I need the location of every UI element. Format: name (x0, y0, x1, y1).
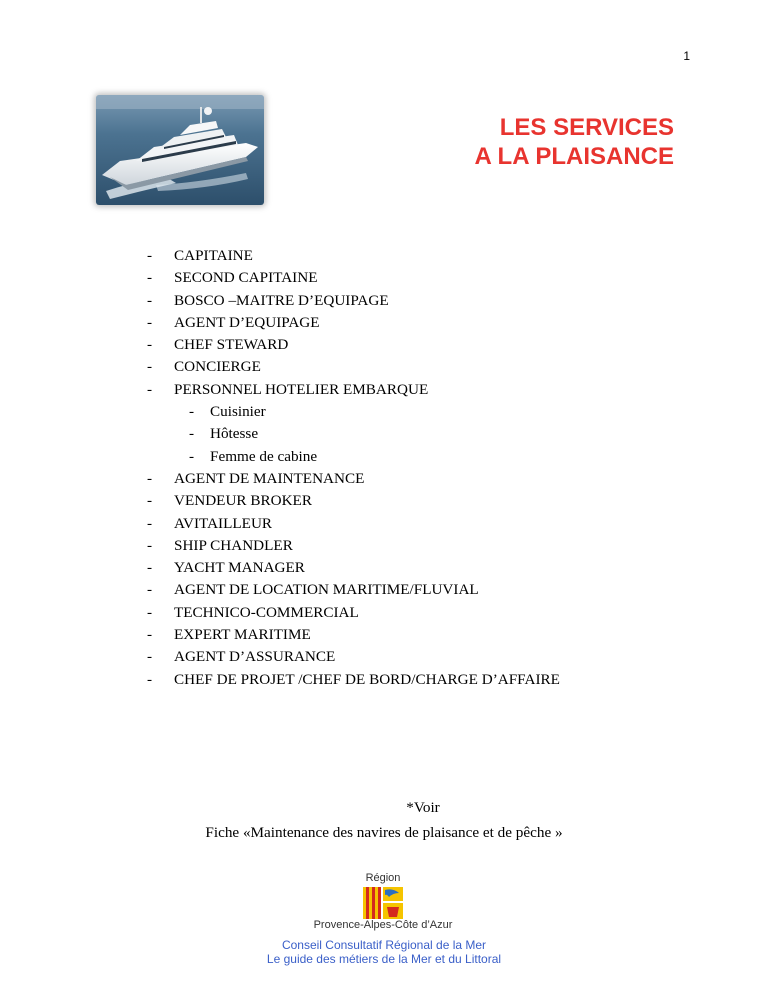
list-item: - SHIP CHANDLER (147, 535, 560, 557)
list-item: - CHEF STEWARD (147, 334, 560, 356)
reference-note (0, 795, 768, 845)
list-item: - EXPERT MARITIME (147, 624, 560, 646)
logo-bottom-text: Provence-Alpes-Côte d’Azur (313, 919, 453, 931)
list-item: - CONCIERGE (147, 356, 560, 378)
coat-of-arms-icon (363, 887, 403, 919)
list-item: - AGENT D’EQUIPAGE (147, 312, 560, 334)
list-item: - AGENT DE LOCATION MARITIME/FLUVIAL (147, 579, 560, 601)
list-item: - AGENT DE MAINTENANCE (147, 468, 560, 490)
logo-top-text: Région (365, 872, 401, 884)
title-line-1: LES SERVICES (499, 114, 674, 141)
list-item: - YACHT MANAGER (147, 557, 560, 579)
list-item: - AVITAILLEUR (147, 513, 560, 535)
sub-list-item: - Cuisinier (147, 401, 560, 423)
services-list (147, 245, 560, 691)
footer-line-2: Le guide des métiers de la Mer et du Littoral (266, 952, 502, 966)
footer (0, 938, 768, 966)
list-item: - AGENT D’ASSURANCE (147, 646, 560, 668)
list-item: - TECHNICO-COMMERCIAL (147, 602, 560, 624)
note-line-2: Fiche «Maintenance des navires de plaisance et de pêche » (205, 824, 563, 841)
footer-line-1: Conseil Consultatif Régional de la Mer (281, 938, 487, 952)
yacht-photo (96, 95, 264, 205)
list-item: - VENDEUR BROKER (147, 490, 560, 512)
note-line-1: *Voir (406, 799, 440, 816)
list-item: - SECOND CAPITAINE (147, 267, 560, 289)
sub-list-item: - Femme de cabine (147, 446, 560, 468)
page-number: 1 (683, 49, 690, 63)
title-line-2: A LA PLAISANCE (474, 143, 674, 170)
list-item: - CAPITAINE (147, 245, 560, 267)
list-item: - BOSCO –MAITRE D’EQUIPAGE (147, 290, 560, 312)
sub-list-item: - Hôtesse (147, 423, 560, 445)
region-logo (307, 872, 459, 932)
list-item: - PERSONNEL HOTELIER EMBARQUE (147, 379, 560, 401)
list-item: - CHEF DE PROJET /CHEF DE BORD/CHARGE D’AFFAIRE (147, 669, 560, 691)
document-title (474, 113, 674, 171)
